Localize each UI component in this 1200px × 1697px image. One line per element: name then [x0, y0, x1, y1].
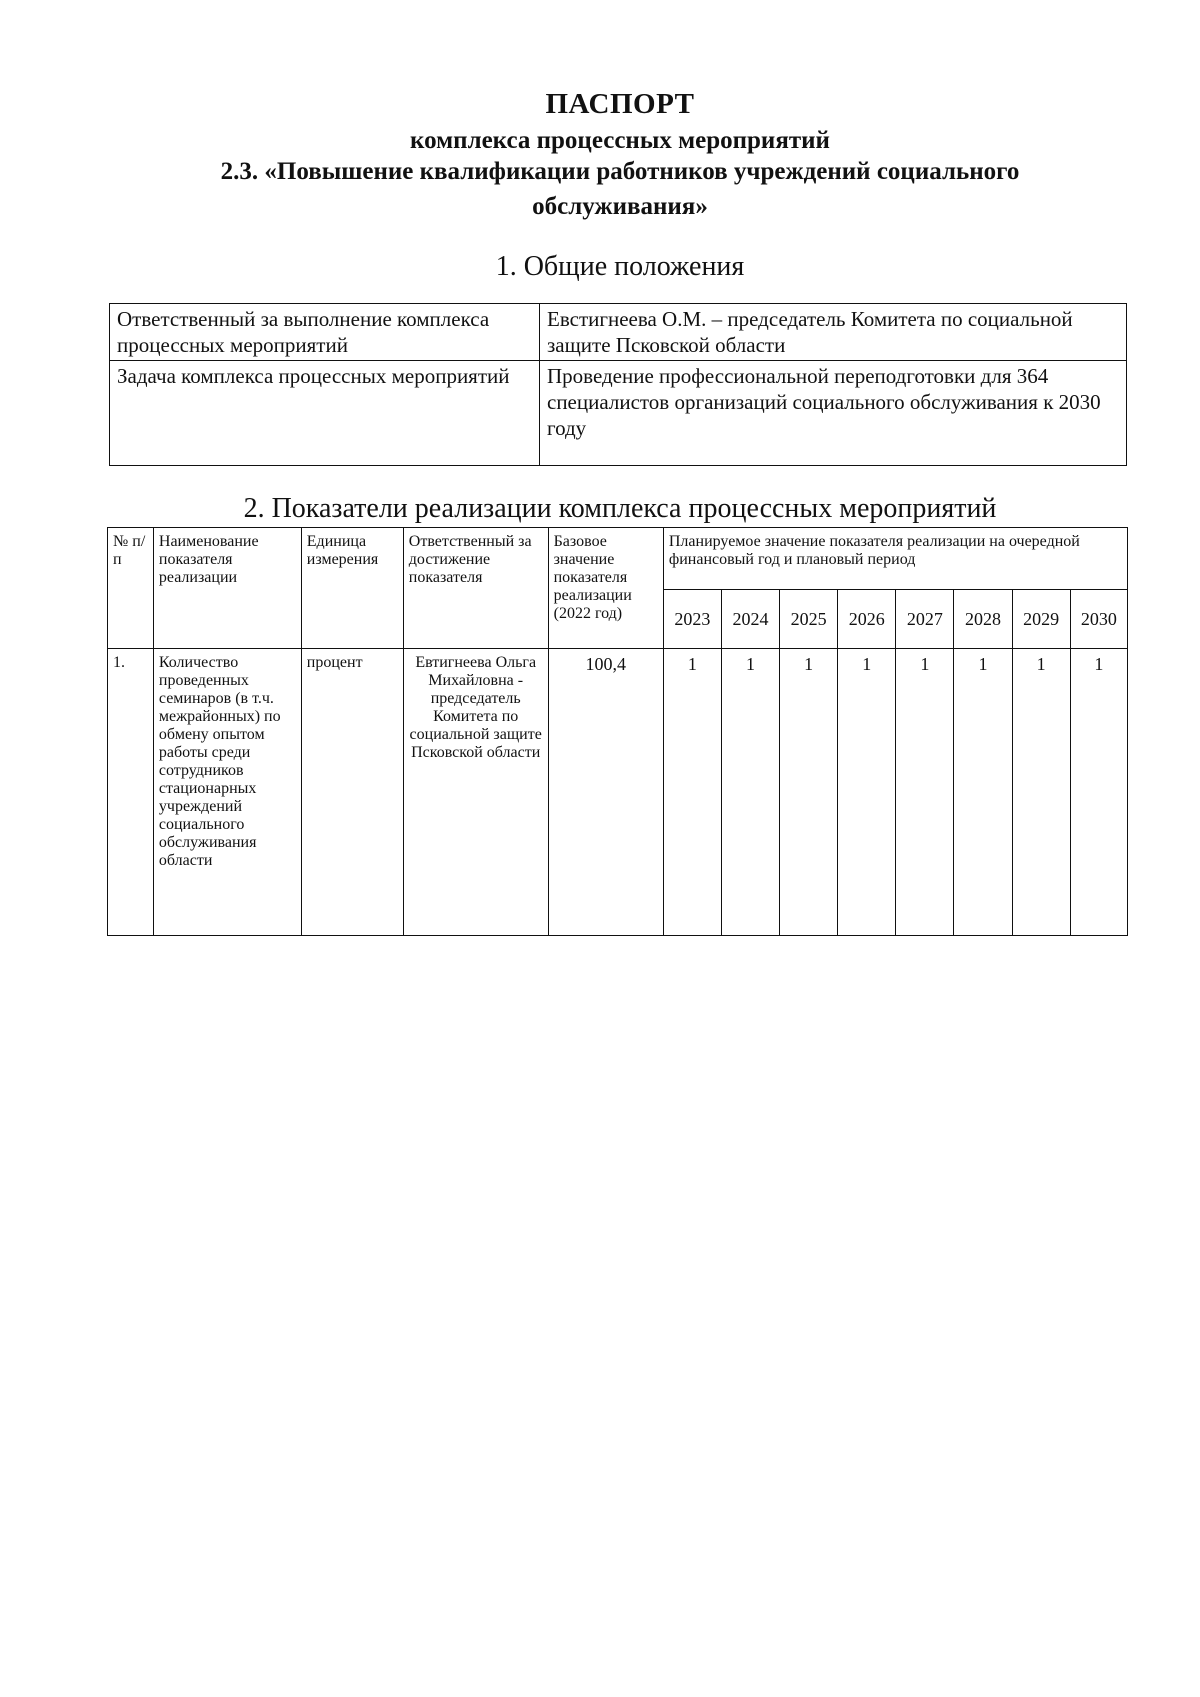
- col-header-year: 2026: [838, 590, 896, 649]
- cell-num: 1.: [108, 649, 154, 936]
- cell-unit: процент: [301, 649, 403, 936]
- cell-year-value: 1: [780, 649, 838, 936]
- col-header-responsible: Ответственный за достижение показателя: [403, 528, 548, 649]
- cell-responsible: Евтигнеева Ольга Михайловна - председатель Комитета по социальной защите Псковской области: [403, 649, 548, 936]
- cell-year-value: 1: [954, 649, 1012, 936]
- cell-year-value: 1: [1012, 649, 1070, 936]
- col-header-year: 2030: [1070, 590, 1127, 649]
- program-name-line1: 2.3. «Повышение квалификации работников учреждений социального: [220, 158, 1020, 185]
- cell-year-value: 1: [896, 649, 954, 936]
- col-header-unit: Единица измерения: [301, 528, 403, 649]
- col-header-year: 2025: [780, 590, 838, 649]
- row-value: Проведение профессиональной переподготовки для 364 специалистов организаций социального обслуживания к 2030 году: [540, 361, 1127, 466]
- col-header-planned: Планируемое значение показателя реализации на очередной финансовый год и плановый период: [663, 528, 1127, 590]
- row-label: Задача комплекса процессных мероприятий: [110, 361, 540, 466]
- table-row: [110, 304, 1127, 361]
- general-provisions-table: [109, 303, 1127, 466]
- col-header-year: 2023: [663, 590, 721, 649]
- section-general-heading: 1. Общие положения: [495, 251, 745, 282]
- table-row: [110, 361, 1127, 466]
- table-row: [108, 649, 1128, 936]
- col-header-year: 2028: [954, 590, 1012, 649]
- cell-name: Количество проведенных семинаров (в т.ч. межрайонных) по обмену опытом работы среди сотрудников стационарных учреждений социального обслуживания области: [153, 649, 301, 936]
- document-title: ПАСПОРТ: [545, 88, 695, 120]
- col-header-name: Наименование показателя реализации: [153, 528, 301, 649]
- document-subtitle: комплекса процессных мероприятий: [410, 127, 830, 154]
- indicators-table: [107, 527, 1128, 936]
- col-header-base: Базовое значение показателя реализации (2022 год): [548, 528, 663, 649]
- col-header-num: № п/п: [108, 528, 154, 649]
- section-indicators-heading: 2. Показатели реализации комплекса процессных мероприятий: [243, 493, 997, 524]
- cell-year-value: 1: [1070, 649, 1127, 936]
- cell-base: 100,4: [548, 649, 663, 936]
- cell-year-value: 1: [721, 649, 779, 936]
- col-header-year: 2029: [1012, 590, 1070, 649]
- cell-year-value: 1: [838, 649, 896, 936]
- col-header-year: 2024: [721, 590, 779, 649]
- col-header-year: 2027: [896, 590, 954, 649]
- row-label: Ответственный за выполнение комплекса процессных мероприятий: [110, 304, 540, 361]
- cell-year-value: 1: [663, 649, 721, 936]
- table-header-row: [108, 528, 1128, 590]
- row-value: Евстигнеева О.М. – председатель Комитета по социальной защите Псковской области: [540, 304, 1127, 361]
- program-name-line2: обслуживания»: [532, 193, 708, 220]
